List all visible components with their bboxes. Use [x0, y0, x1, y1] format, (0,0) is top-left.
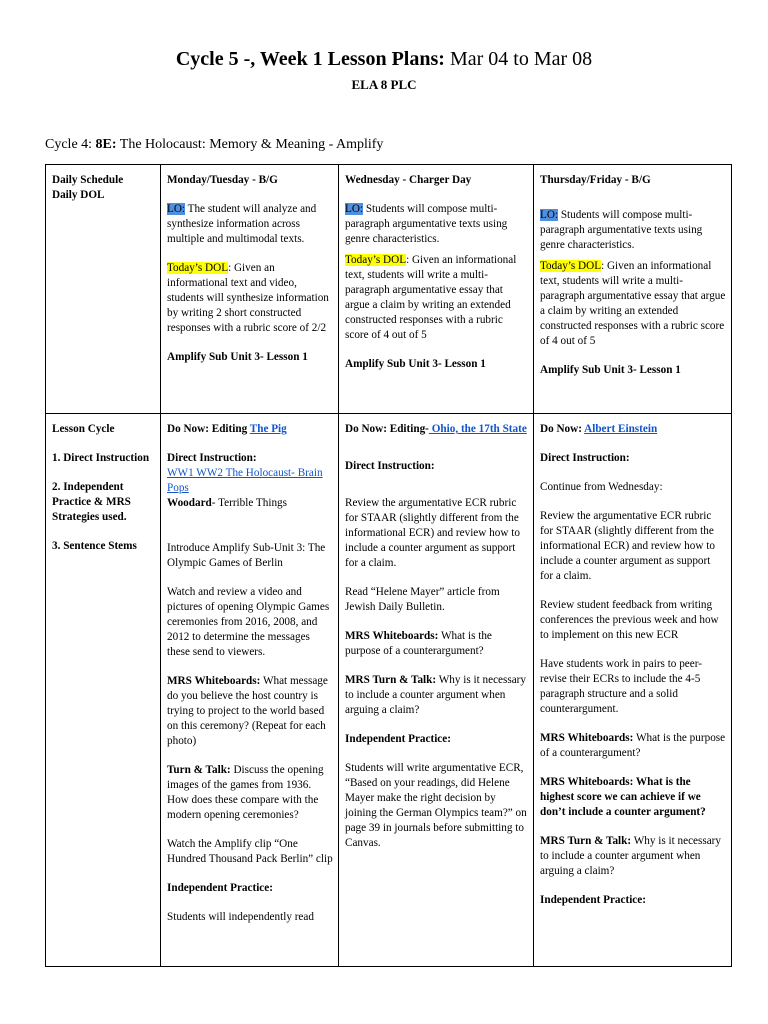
todays-dol	[540, 259, 726, 349]
lesson-cycle-item: 1. Direct Instruction	[52, 452, 150, 464]
document-title	[0, 48, 768, 71]
cycle-unit: The Holocaust: Memory & Meaning - Amplify	[116, 137, 384, 152]
woodard-bold: Woodard	[167, 497, 212, 509]
amplify-unit: Amplify Sub Unit 3- Lesson 1	[345, 358, 486, 370]
pairs-text: Have students work in pairs to peer-revise their ECRs to include the 4-5 paragraph structure and a solid counterargument.	[540, 658, 702, 715]
tt-label: MRS Turn & Talk:	[540, 835, 632, 847]
cycle-prefix: Cycle 4:	[45, 137, 96, 152]
direct-instruction-label: Direct Instruction:	[540, 452, 630, 464]
dol-tag: Today’s DOL	[540, 260, 602, 272]
lesson-cycle-item: 2. Independent Practice & MRS Strategies used.	[52, 481, 131, 523]
lesson-cycle-item: 3. Sentence Stems	[52, 540, 137, 552]
brain-pops-link[interactable]: WW1 WW2 The Holocaust- Brain Pops	[167, 467, 323, 494]
wednesday-lesson-cell	[339, 414, 534, 967]
tt-label: MRS Turn & Talk:	[345, 674, 437, 686]
monday-tuesday-cell	[161, 165, 339, 414]
dol-text: : Given an informational text and video, students will synthesize information by writing 2 short constructed responses with a rubric score of 2/2	[167, 262, 329, 334]
independent-practice-label: Independent Practice:	[540, 894, 646, 906]
woodard-text: - Terrible Things	[211, 497, 288, 509]
thursday-friday-cell	[534, 165, 732, 414]
daily-schedule-label: Daily Schedule	[52, 174, 124, 186]
clip-text: Watch the Amplify clip “One Hundred Thousand Pack Berlin” clip	[167, 838, 333, 865]
dol-text: : Given an informational text, students will write a multi-paragraph argumentative essay that argue a claim by writing an extended constructed responses with a rubric score of 4 out of 5	[540, 260, 726, 347]
tt-text: Discuss the opening images of the games from 1936. How does these compare with the modern opening ceremonies?	[167, 764, 324, 821]
table-row	[46, 414, 732, 967]
lesson-cycle-label: Lesson Cycle	[52, 423, 115, 435]
tt-text: Why is it necessary to include a counter argument when arguing a claim?	[345, 674, 526, 716]
todays-dol	[345, 253, 528, 343]
dol-text: : Given an informational text, students will write a multi-paragraph argumentative essay that argue a claim by writing an extended constructed responses with a rubric score of 4 out of 5	[345, 254, 517, 341]
mrs-whiteboards	[345, 629, 528, 659]
turn-and-talk	[540, 834, 726, 879]
lesson-plan-table	[45, 164, 732, 967]
mrs-label: MRS Whiteboards:	[540, 732, 634, 744]
independent-practice-text: Students will independently read	[167, 911, 314, 923]
intro-text: Introduce Amplify Sub-Unit 3: The Olympic Games of Berlin	[167, 542, 326, 569]
direct-instruction-label: Direct Instruction:	[345, 460, 435, 472]
amplify-unit: Amplify Sub Unit 3- Lesson 1	[167, 351, 308, 363]
dol-tag: Today’s DOL	[167, 262, 229, 274]
day-header: Thursday/Friday - B/G	[540, 174, 651, 186]
do-now	[345, 422, 528, 437]
direct-instruction-label: Direct Instruction:	[167, 452, 257, 464]
amplify-unit: Amplify Sub Unit 3- Lesson 1	[540, 364, 681, 376]
tt-label: Turn & Talk:	[167, 764, 231, 776]
mrs-label: MRS Whiteboards:	[167, 675, 261, 687]
wednesday-cell	[339, 165, 534, 414]
table-row	[46, 165, 732, 414]
continue-text: Continue from Wednesday:	[540, 481, 663, 493]
feedback-text: Review student feedback from writing conferences the previous week and how to implement on this new ECR	[540, 599, 719, 641]
do-now-label: Do Now:	[540, 423, 585, 435]
cycle-grade: 8E:	[95, 137, 117, 152]
do-now-link[interactable]: Albert Einstein	[584, 423, 658, 435]
independent-practice-label: Independent Practice:	[167, 882, 273, 894]
lo-text: Students will compose multi-paragraph argumentative texts using genre characteristics.	[540, 209, 703, 251]
mrs-text: What is the purpose of a counterargument?	[345, 630, 492, 657]
do-now-label: Do Now: Editing-	[345, 423, 429, 435]
turn-and-talk	[167, 763, 333, 823]
independent-practice-label: Independent Practice:	[345, 733, 451, 745]
do-now	[167, 422, 333, 437]
todays-dol	[167, 261, 333, 336]
do-now	[540, 422, 726, 437]
lo-tag: LO:	[345, 203, 364, 215]
woodard-line	[167, 496, 333, 511]
tt-text: Why is it necessary to include a counter argument when arguing a claim?	[540, 835, 721, 877]
do-now-label: Do Now: Editing	[167, 423, 250, 435]
thursday-friday-lesson-cell	[534, 414, 732, 967]
turn-and-talk	[345, 673, 528, 718]
mrs-whiteboards	[540, 731, 726, 761]
schedule-label-cell	[46, 165, 161, 414]
lo-tag: LO:	[540, 209, 559, 221]
monday-tuesday-lesson-cell	[161, 414, 339, 967]
daily-dol-label: Daily DOL	[52, 189, 105, 201]
lo-tag: LO:	[167, 203, 186, 215]
lesson-cycle-cell	[46, 414, 161, 967]
document-subtitle: ELA 8 PLC	[351, 77, 417, 92]
read-text: Read “Helene Mayer” article from Jewish Daily Bulletin.	[345, 586, 500, 613]
dol-tag: Today’s DOL	[345, 254, 407, 266]
learning-objective	[345, 202, 528, 247]
lo-text: The student will analyze and synthesize information across multiple and multimodal texts.	[167, 203, 317, 245]
title-dates: Mar 04 to Mar 08	[444, 48, 593, 70]
watch-text: Watch and review a video and pictures of opening Olympic Games ceremonies from 2016, 2008, and 2012 to determine the messages these send to viewers.	[167, 586, 330, 658]
mrs-whiteboards-question: MRS Whiteboards: What is the highest score we can achieve if we don’t include a counter argument?	[540, 776, 706, 818]
day-header: Monday/Tuesday - B/G	[167, 174, 278, 186]
review-text: Review the argumentative ECR rubric for STAAR (slightly different from the informational ECR) and review how to include a counter argument as support for a claim.	[345, 497, 520, 569]
cycle-line	[45, 137, 383, 153]
mrs-label: MRS Whiteboards:	[345, 630, 439, 642]
mrs-text: What message do you believe the host country is trying to project to the world based on this ceremony? (Repeat for each photo)	[167, 675, 328, 747]
learning-objective	[167, 202, 333, 247]
learning-objective	[540, 208, 726, 253]
mrs-text: What is the purpose of a counterargument?	[540, 732, 726, 759]
title-bold: Cycle 5 -, Week 1 Lesson Plans:	[175, 48, 445, 70]
do-now-link[interactable]: The Pig	[249, 423, 287, 435]
mrs-whiteboards	[167, 674, 333, 749]
independent-practice-text: Students will write argumentative ECR, “Based on your readings, did Helene Mayer make the right decision by joining the German Olympics team?” on page 39 in journals before submitting to Canvas.	[345, 762, 527, 849]
do-now-link[interactable]: Ohio, the 17th State	[428, 423, 527, 435]
lo-text: Students will compose multi-paragraph argumentative texts using genre characteristics.	[345, 203, 508, 245]
review-text: Review the argumentative ECR rubric for STAAR (slightly different from the informational ECR) and review how to include a counter argument as support for a claim.	[540, 510, 715, 582]
day-header: Wednesday - Charger Day	[345, 174, 472, 186]
